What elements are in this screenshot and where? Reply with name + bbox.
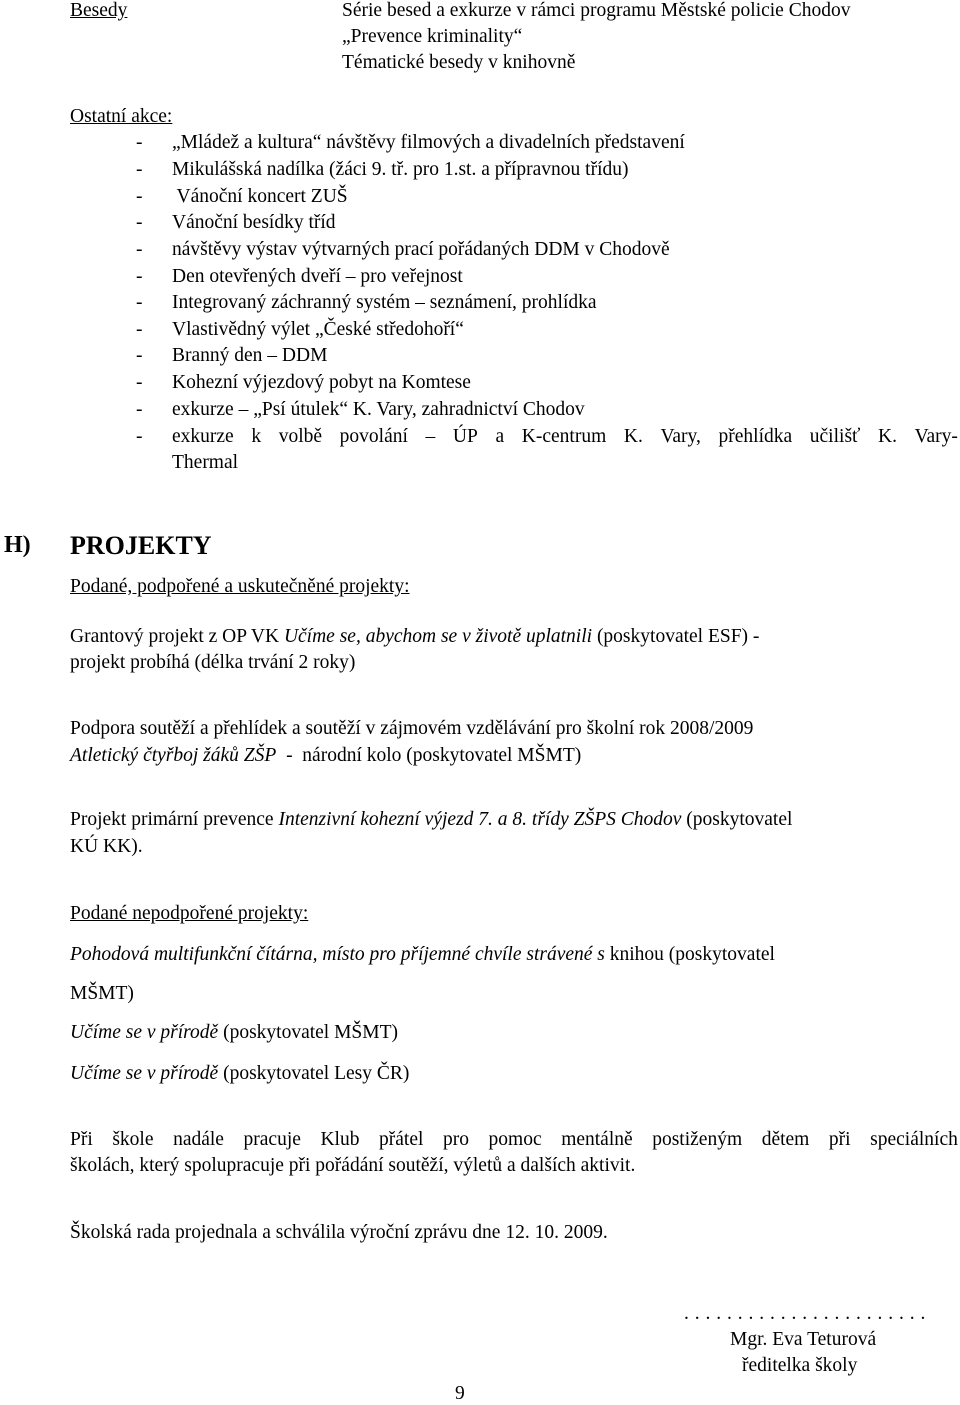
reading-room-line-2: MŠMT): [70, 983, 134, 1004]
word: učilišť: [809, 426, 861, 447]
text: Grantový projekt z OP VK: [70, 626, 284, 647]
besedy-line-2: „Prevence kriminality“: [342, 26, 523, 47]
list-item: exkurze – „Psí útulek“ K. Vary, zahradnictví Chodov: [172, 399, 585, 420]
word: postiženým: [652, 1129, 743, 1150]
list-dash: -: [136, 372, 143, 393]
list-dash: -: [136, 239, 143, 260]
list-dash: -: [136, 426, 143, 447]
word: mentálně: [561, 1129, 633, 1150]
text: (poskytovatel: [681, 809, 793, 830]
grant-project-line-1: [70, 626, 958, 648]
word: volbě: [278, 426, 323, 447]
word: nadále: [173, 1129, 224, 1150]
word: K.: [623, 426, 643, 447]
list-item: Kohezní výjezdový pobyt na Komtese: [172, 372, 471, 393]
word: Při: [70, 1129, 93, 1150]
project-name: Pohodová multifunkční čítárna, místo pro příjemné chvíle strávené s: [70, 944, 605, 965]
text: (poskytovatel Lesy ČR): [218, 1063, 410, 1084]
besedy-label: Besedy: [70, 0, 128, 21]
nature-project-1: [70, 1022, 398, 1044]
word: dětem: [761, 1129, 810, 1150]
council-statement: Školská rada projednala a schválila výroční zprávu dne 12. 10. 2009.: [70, 1222, 608, 1243]
list-item: Branný den – DDM: [172, 345, 328, 366]
project-name: Učíme se v přírodě: [70, 1022, 219, 1043]
list-dash: -: [136, 266, 143, 287]
list-item-continuation: Thermal: [172, 452, 239, 473]
list-item: Vlastivědný výlet „České středohoří“: [172, 319, 464, 340]
competition-name: Atletický čtyřboj žáků ZŠP: [70, 745, 277, 766]
list-dash: -: [136, 319, 143, 340]
page-number: 9: [455, 1383, 465, 1404]
word: K-centrum: [521, 426, 607, 447]
word: přehlídka: [718, 426, 793, 447]
text: (poskytovatel MŠMT): [218, 1022, 399, 1043]
list-item: „Mládež a kultura“ návštěvy filmových a divadelních představení: [172, 132, 685, 153]
word: k: [251, 426, 262, 447]
text: Projekt primární prevence: [70, 809, 279, 830]
signatory-role: ředitelka školy: [742, 1355, 858, 1376]
word: při: [828, 1129, 851, 1150]
list-dash: -: [136, 159, 143, 180]
list-dash: -: [136, 345, 143, 366]
competitions-line-1: Podpora soutěží a přehlídek a soutěží v zájmovém vzdělávání pro školní rok 2008/2009: [70, 718, 754, 739]
club-line-2: školách, který spolupracuje při pořádání soutěží, výletů a dalších aktivit.: [70, 1155, 636, 1176]
word: Vary,: [660, 426, 701, 447]
section-title: PROJEKTY: [70, 531, 212, 560]
club-line-1: [70, 1129, 958, 1151]
list-dash: -: [136, 186, 143, 207]
grant-project-line-2: projekt probíhá (délka trvání 2 roky): [70, 652, 356, 673]
signatory-name: Mgr. Eva Teturová: [730, 1329, 877, 1350]
word: exkurze: [172, 426, 234, 447]
list-item: Integrovaný záchranný systém – seznámení, prohlídka: [172, 292, 597, 313]
list-dash: -: [136, 212, 143, 233]
word: škole: [112, 1129, 154, 1150]
text: knihou (poskytovatel: [604, 944, 775, 965]
prevention-project-line-2: KÚ KK).: [70, 836, 143, 857]
signature-line: . . . . . . . . . . . . . . . . . . . . . . .: [684, 1303, 926, 1324]
word: K.: [877, 426, 897, 447]
word: povolání: [339, 426, 408, 447]
reading-room-line-1: [70, 944, 958, 966]
competitions-line-2: [70, 745, 581, 767]
word: speciálních: [870, 1129, 958, 1150]
unsupported-projects-heading: Podané nepodpořené projekty:: [70, 903, 309, 924]
text: - národní kolo (poskytovatel MŠMT): [276, 745, 582, 766]
list-dash: -: [136, 132, 143, 153]
word: pomoc: [488, 1129, 542, 1150]
list-item: Den otevřených dveří – pro veřejnost: [172, 266, 463, 287]
word: Klub: [320, 1129, 360, 1150]
list-item-justified: [172, 426, 958, 448]
besedy-line-3: Tématické besedy v knihovně: [342, 52, 576, 73]
word: přátel: [379, 1129, 424, 1150]
list-dash: -: [136, 292, 143, 313]
word: a: [495, 426, 505, 447]
list-item: Vánoční koncert ZUŠ: [172, 186, 348, 207]
word: Vary-: [914, 426, 958, 447]
other-actions-heading: Ostatní akce:: [70, 106, 173, 127]
word: –: [425, 426, 436, 447]
project-name: Učíme se, abychom se v životě uplatnili: [283, 626, 593, 647]
word: ÚP: [452, 426, 478, 447]
word: pro: [442, 1129, 469, 1150]
word: pracuje: [243, 1129, 301, 1150]
project-name: Učíme se v přírodě: [70, 1063, 219, 1084]
prevention-project-line-1: [70, 809, 958, 831]
section-letter: H): [4, 532, 31, 558]
list-dash: -: [136, 399, 143, 420]
supported-projects-heading: Podané, podpořené a uskutečněné projekty:: [70, 576, 410, 597]
list-item: Vánoční besídky tříd: [172, 212, 336, 233]
project-name: Intenzivní kohezní výjezd 7. a 8. třídy ZŠPS Chodov: [278, 809, 682, 830]
besedy-line-1: Série besed a exkurze v rámci programu Městské policie Chodov: [342, 0, 851, 21]
text: (poskytovatel ESF) -: [592, 626, 760, 647]
list-item: Mikulášská nadílka (žáci 9. tř. pro 1.st. a přípravnou třídu): [172, 159, 629, 180]
list-item: návštěvy výstav výtvarných prací pořádaných DDM v Chodově: [172, 239, 670, 260]
nature-project-2: [70, 1063, 409, 1085]
